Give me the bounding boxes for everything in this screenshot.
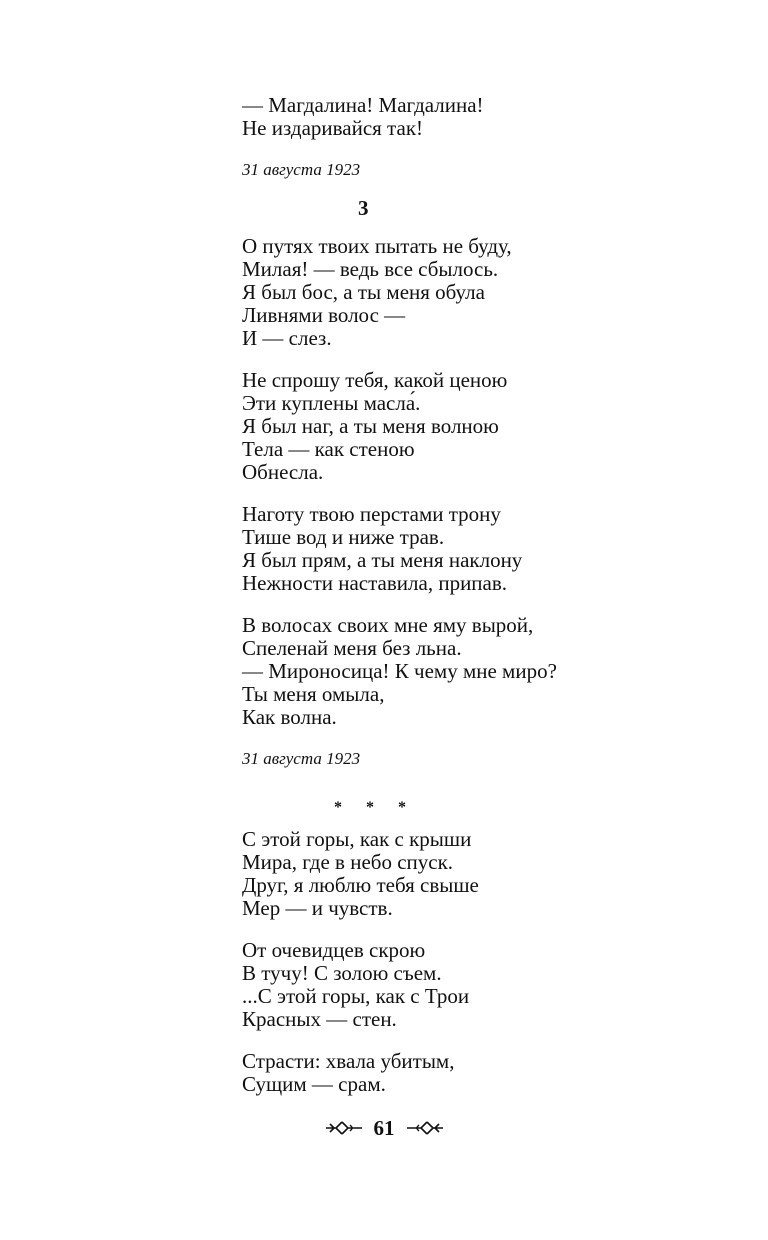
verse-line: С этой горы, как с крыши — [242, 827, 472, 851]
poem-tail — [242, 94, 662, 140]
verse-line: Не издаривайся так! — [242, 116, 424, 140]
verse-line: — Мироносица! К чему мне миро? — [242, 659, 557, 683]
stanza — [242, 828, 662, 920]
verse-line: Красных — стен. — [242, 1007, 397, 1031]
verse-line: О путях твоих пытать не буду, — [242, 234, 512, 258]
verse-line: Сущим — срам. — [242, 1072, 386, 1096]
poem-date: 31 августа 1923 — [242, 749, 361, 768]
page-text — [242, 94, 662, 1096]
fleuron-right-icon — [405, 1119, 445, 1137]
stanza — [242, 939, 662, 1031]
stanza — [242, 503, 662, 595]
stanza-gap — [242, 920, 662, 939]
poem-number: 3 — [358, 196, 369, 220]
stanza — [242, 369, 662, 484]
stanza-gap — [242, 484, 662, 503]
verse-line: Я был наг, а ты меня волною — [242, 414, 499, 438]
verse-line: Милая! — ведь все сбылось. — [242, 257, 499, 281]
verse-line: От очевидцев скрою — [242, 938, 426, 962]
stanza — [242, 235, 662, 350]
page-footer — [0, 1114, 768, 1142]
verse-line: Я был бос, а ты меня обула — [242, 280, 485, 304]
stanza — [242, 614, 662, 729]
fleuron-left-icon — [324, 1119, 364, 1137]
verse-line: В волосах своих мне яму вырой, — [242, 613, 534, 637]
page-number: 61 — [373, 1116, 395, 1140]
verse-line: Спеленай меня без льна. — [242, 636, 462, 660]
verse-line: Мира, где в небо спуск. — [242, 850, 454, 874]
verse-line: Тела — как стеною — [242, 437, 415, 461]
stanza — [242, 1050, 662, 1096]
verse-line: — Магдалина! Магдалина! — [242, 93, 484, 117]
verse-line: Страсти: хвала убитым, — [242, 1049, 455, 1073]
verse-line: Как волна. — [242, 705, 337, 729]
verse-line: Ты меня омыла, — [242, 682, 385, 706]
verse-line: Эти куплены масла́. — [242, 391, 421, 415]
verse-line: Тише вод и ниже трав. — [242, 525, 445, 549]
poem — [242, 828, 662, 1096]
poem — [242, 235, 662, 729]
verse-line: Я был прям, а ты меня наклону — [242, 548, 523, 572]
poem-date: 31 августа 1923 — [242, 160, 361, 179]
stanza-gap — [242, 350, 662, 369]
stanza-gap — [242, 1031, 662, 1050]
verse-line: Нежности наставила, припав. — [242, 571, 508, 595]
section-separator: * * * — [334, 799, 416, 816]
verse-line: В тучу! С золою съем. — [242, 961, 442, 985]
verse-line: Не спрошу тебя, какой ценою — [242, 368, 508, 392]
verse-line: Друг, я люблю тебя свыше — [242, 873, 479, 897]
verse-line: Мер — и чувств. — [242, 896, 393, 920]
verse-line: Ливнями волос — — [242, 303, 406, 327]
stanza-gap — [242, 595, 662, 614]
verse-line: Наготу твою перстами трону — [242, 502, 501, 526]
verse-line: И — слез. — [242, 326, 332, 350]
verse-line: ...С этой горы, как с Трои — [242, 984, 470, 1008]
verse-line: Обнесла. — [242, 460, 324, 484]
